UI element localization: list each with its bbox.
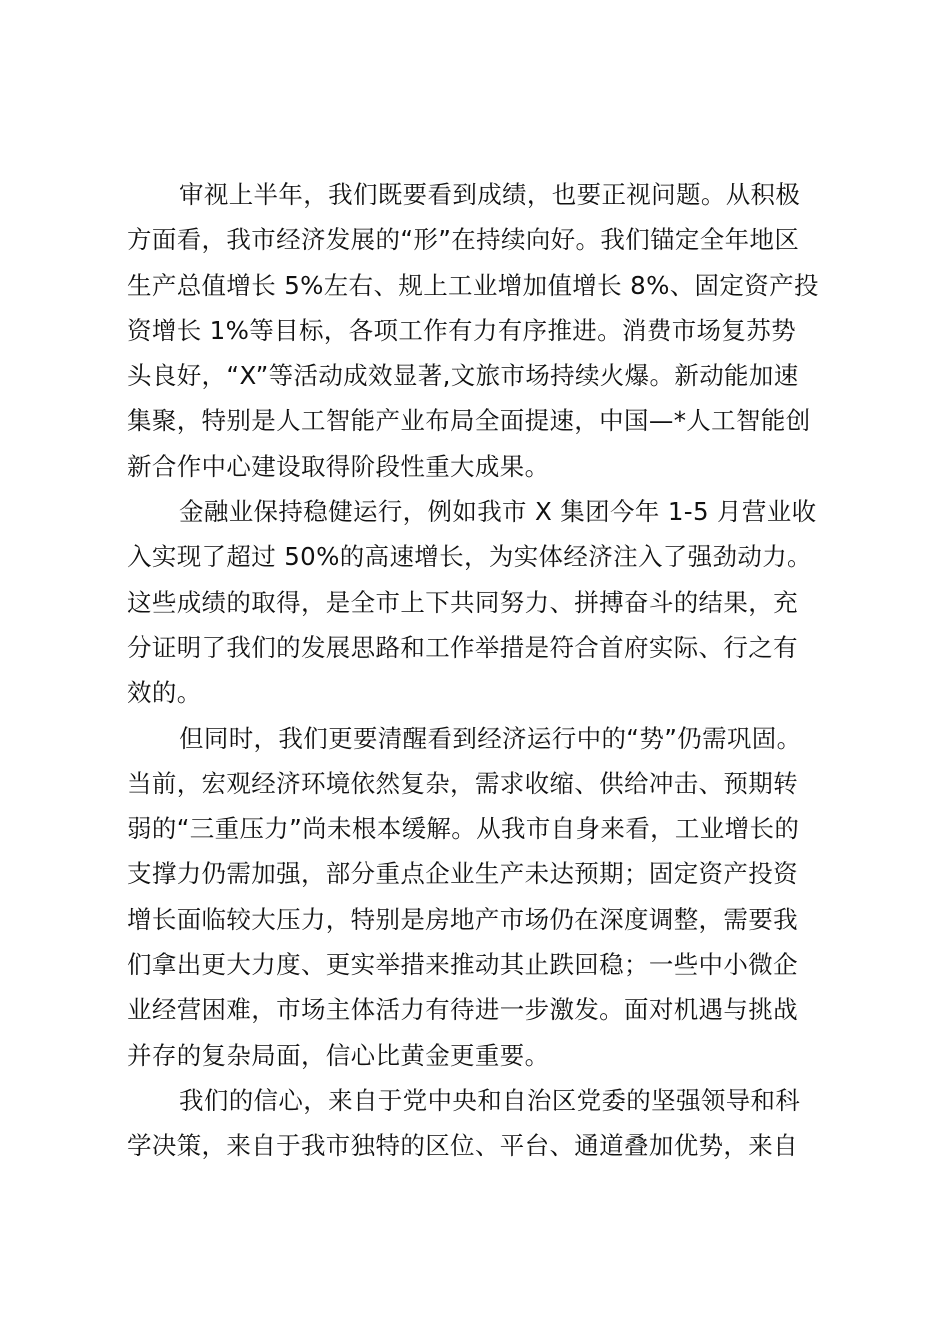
text-line: 资增长 1%等目标，各项工作有力有序推进。消费市场复苏势 [127, 315, 796, 345]
text-line: 弱的“三重压力”尚未根本缓解。从我市自身来看，工业增长的 [127, 814, 800, 844]
text-line: 增长面临较大压力，特别是房地产市场仍在深度调整，需要我 [127, 904, 798, 934]
text-line: 方面看，我市经济发展的“形”在持续向好。我们锚定全年地区 [127, 225, 800, 255]
text-line: 审视上半年，我们既要看到成绩，也要正视问题。从积极 [179, 180, 801, 209]
document-body [127, 172, 831, 1169]
text-line: 集聚，特别是人工智能产业布局全面提速，中国—*人工智能创 [127, 406, 811, 436]
text-line: 生产总值增长 5%左右、规上工业增加值增长 8%、固定资产投 [127, 270, 819, 300]
text-line: 但同时，我们更要清醒看到经济运行中的“势”仍需巩固。 [179, 723, 802, 753]
text-line: 我们的信心，来自于党中央和自治区党委的坚强领导和科 [179, 1085, 801, 1115]
text-line: 业经营困难，市场主体活力有待进一步激发。面对机遇与挑战 [127, 995, 798, 1025]
text-line: 当前，宏观经济环境依然复杂，需求收缩、供给冲击、预期转 [127, 768, 798, 798]
text-line: 分证明了我们的发展思路和工作举措是符合首府实际、行之有 [127, 632, 798, 662]
paragraph-challenges [127, 716, 831, 1078]
text-line: 金融业保持稳健运行，例如我市 X 集团今年 1-5 月营业收 [179, 497, 817, 527]
paragraph-achievements [127, 172, 831, 489]
text-line: 学决策，来自于我市独特的区位、平台、通道叠加优势，来自 [127, 1131, 798, 1161]
paragraph-confidence [127, 1078, 831, 1169]
text-line: 入实现了超过 50%的高速增长，为实体经济注入了强劲动力。 [127, 542, 812, 572]
text-line: 们拿出更大力度、更实举措来推动其止跌回稳；一些中小微企 [127, 950, 798, 980]
text-line: 这些成绩的取得，是全市上下共同努力、拼搏奋斗的结果，充 [127, 587, 798, 617]
text-line: 头良好，“X”等活动成效显著,文旅市场持续火爆。新动能加速 [127, 361, 799, 391]
text-line: 新合作中心建设取得阶段性重大成果。 [127, 451, 550, 481]
text-line: 支撑力仍需加强，部分重点企业生产未达预期；固定资产投资 [127, 859, 798, 889]
text-line: 效的。 [127, 678, 202, 708]
text-line: 并存的复杂局面，信心比黄金更重要。 [127, 1040, 550, 1070]
paragraph-finance [127, 489, 831, 715]
